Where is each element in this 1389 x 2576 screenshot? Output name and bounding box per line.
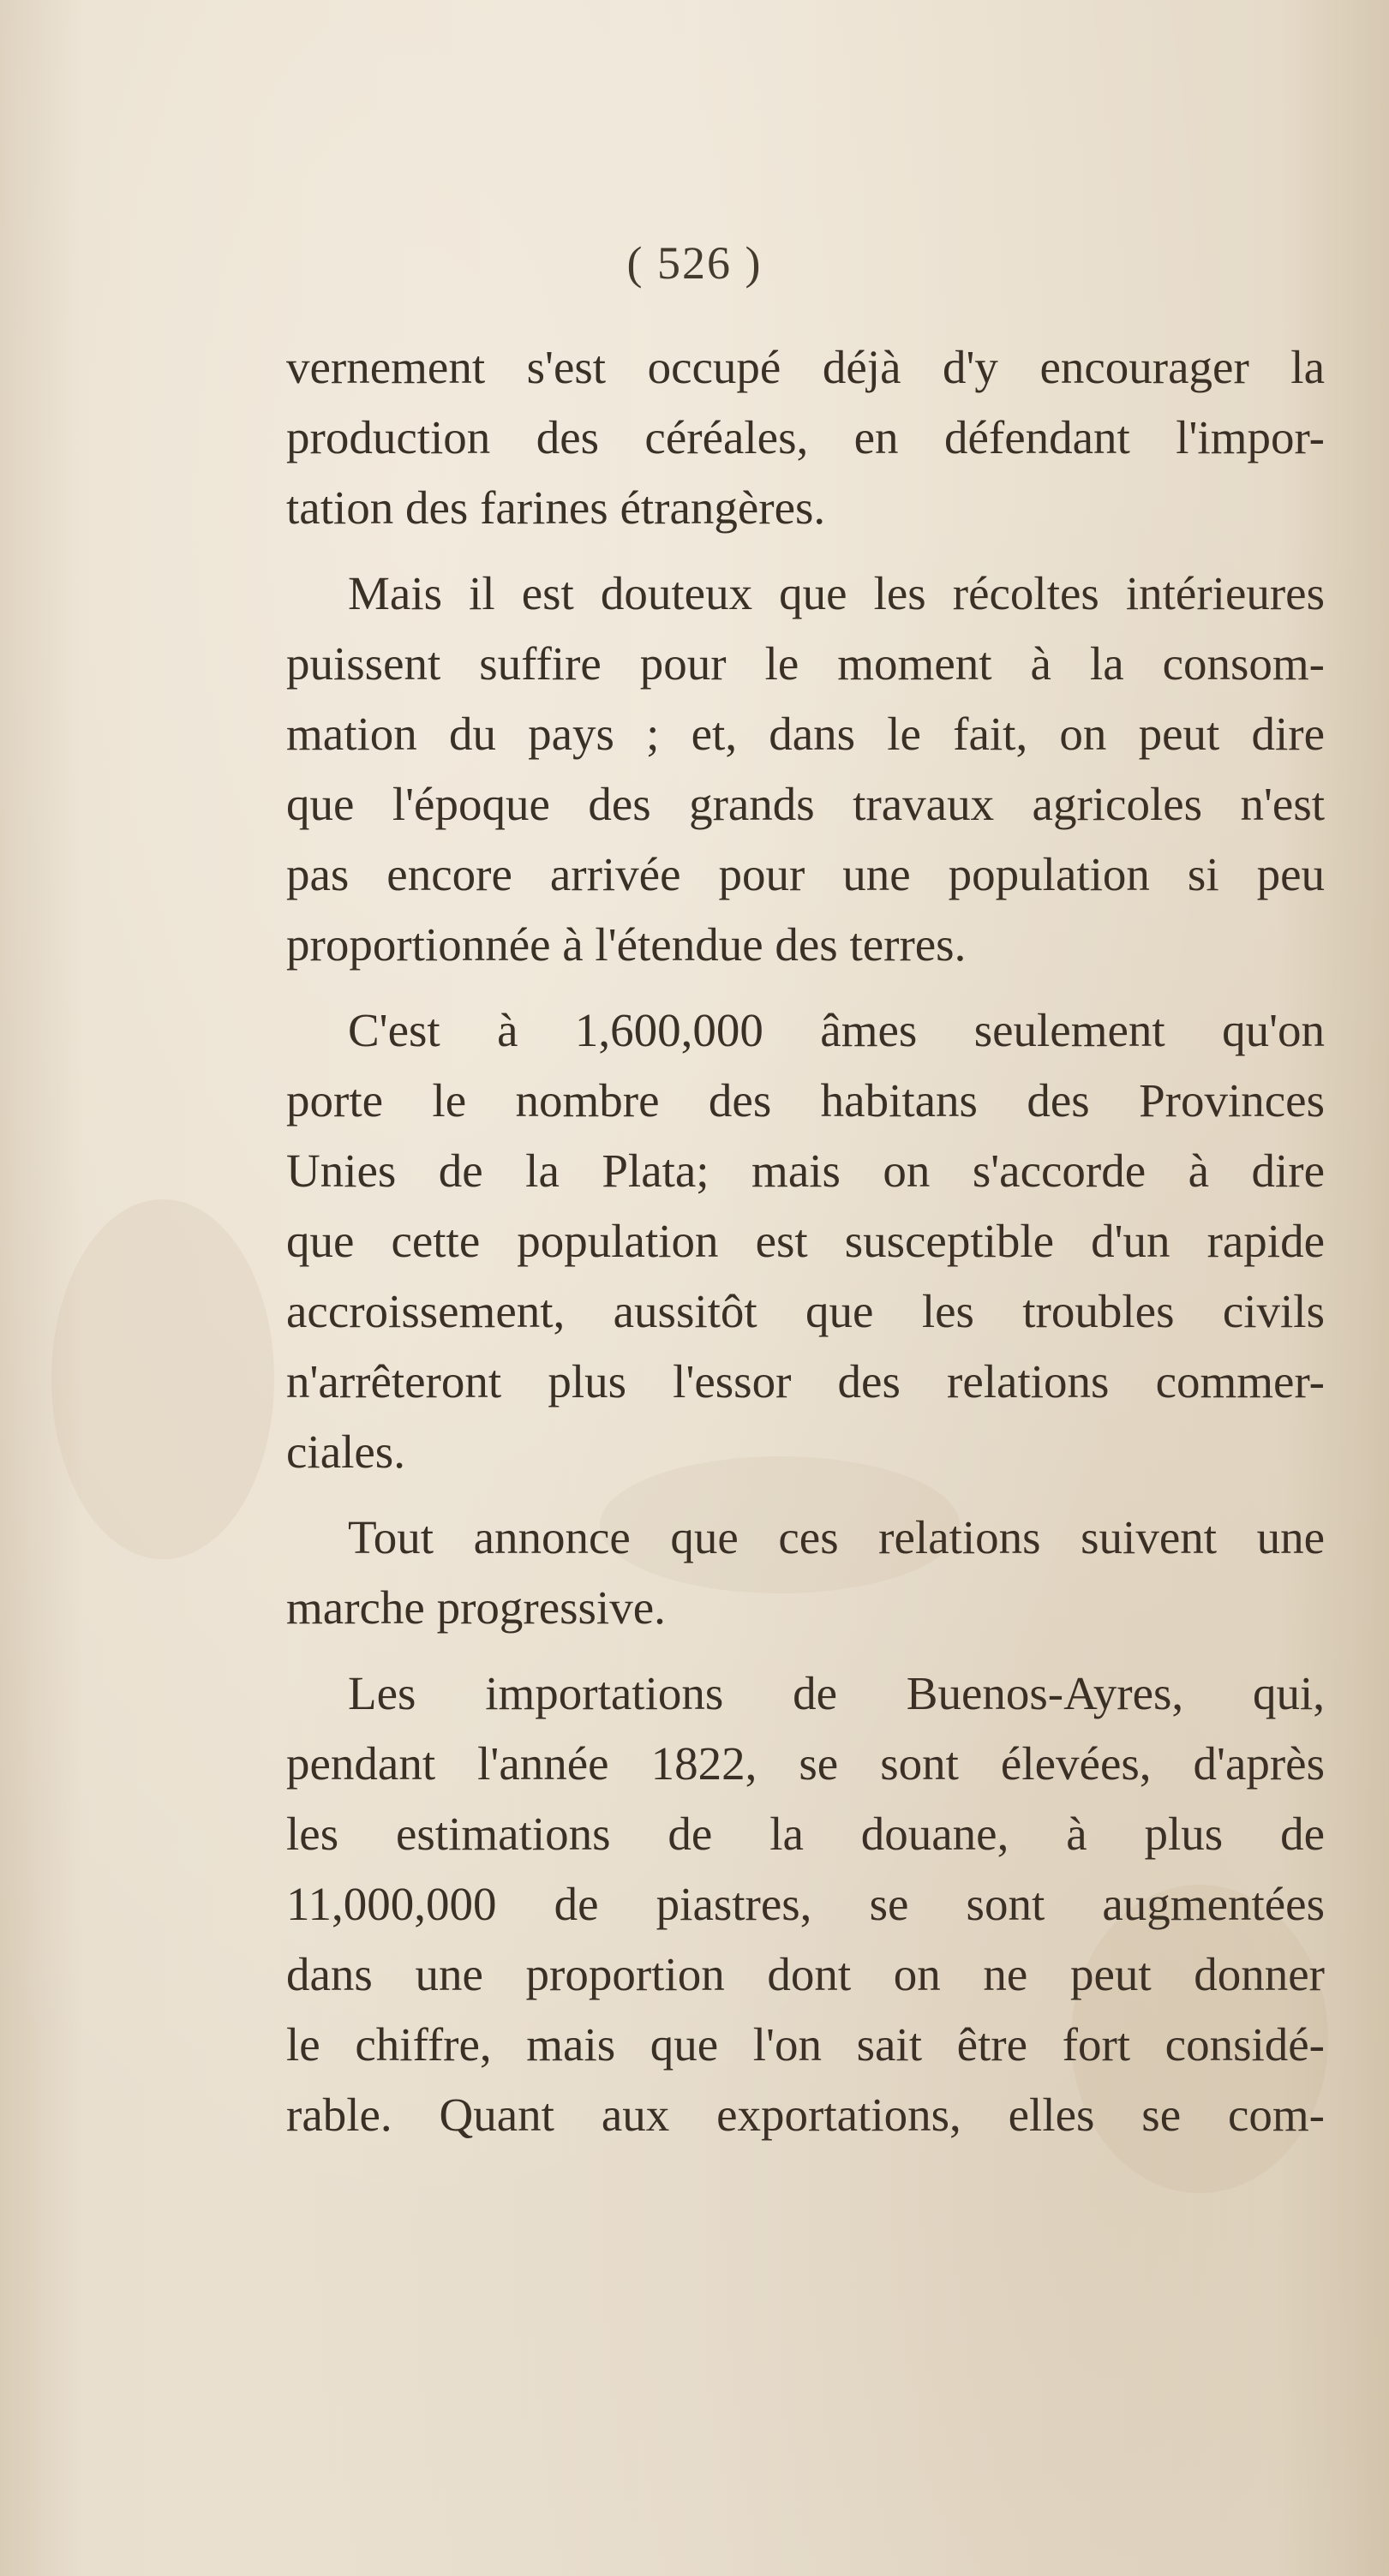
text-line: accroissement, aussitôt que les troubles civils [286,1285,1325,1337]
text-line: rable. Quant aux exportations, elles se com- [286,2089,1325,2141]
text-line: Mais il est douteux que les récoltes intérieures [348,567,1325,619]
text-line: que l'époque des grands travaux agricoles n'est [286,778,1325,830]
body-text [286,332,1325,2166]
paragraph-4 [286,1503,1325,1643]
page-number: ( 526 ) [626,237,763,289]
text-line: n'arrêteront plus l'essor des relations commer- [286,1355,1325,1408]
paragraph-1 [286,332,1325,543]
paragraph-3 [286,995,1325,1487]
text-line: que cette population est susceptible d'un rapide [286,1215,1325,1267]
text-line: les estimations de la douane, à plus de [286,1808,1325,1860]
text-line: ciales. [286,1425,405,1478]
text-line: Unies de la Plata; mais on s'accorde à dire [286,1145,1325,1197]
text-line: proportionnée à l'étendue des terres. [286,918,967,971]
text-line: tation des farines étrangères. [286,481,826,534]
text-line: le chiffre, mais que l'on sait être fort considé- [286,2018,1325,2071]
paper-stain [51,1199,274,1559]
text-line: C'est à 1,600,000 âmes seulement qu'on [348,1004,1325,1056]
text-line: production des céréales, en défendant l'impor- [286,411,1325,463]
text-line: vernement s'est occupé déjà d'y encourager la [286,341,1325,393]
text-line: porte le nombre des habitans des Provinces [286,1074,1325,1127]
text-line: marche progressive. [286,1581,666,1634]
text-line: Les importations de Buenos-Ayres, qui, [348,1667,1325,1719]
text-line: 11,000,000 de piastres, se sont augmentées [286,1878,1325,1930]
paragraph-5 [286,1659,1325,2150]
paragraph-2 [286,559,1325,980]
text-line: Tout annonce que ces relations suivent une [348,1511,1325,1563]
text-line: pas encore arrivée pour une population si peu [286,848,1325,900]
text-line: dans une proportion dont on ne peut donner [286,1948,1325,2000]
text-line: puissent suffire pour le moment à la consom- [286,637,1325,690]
text-line: mation du pays ; et, dans le fait, on peut dire [286,708,1325,760]
text-line: pendant l'année 1822, se sont élevées, d'après [286,1737,1325,1790]
